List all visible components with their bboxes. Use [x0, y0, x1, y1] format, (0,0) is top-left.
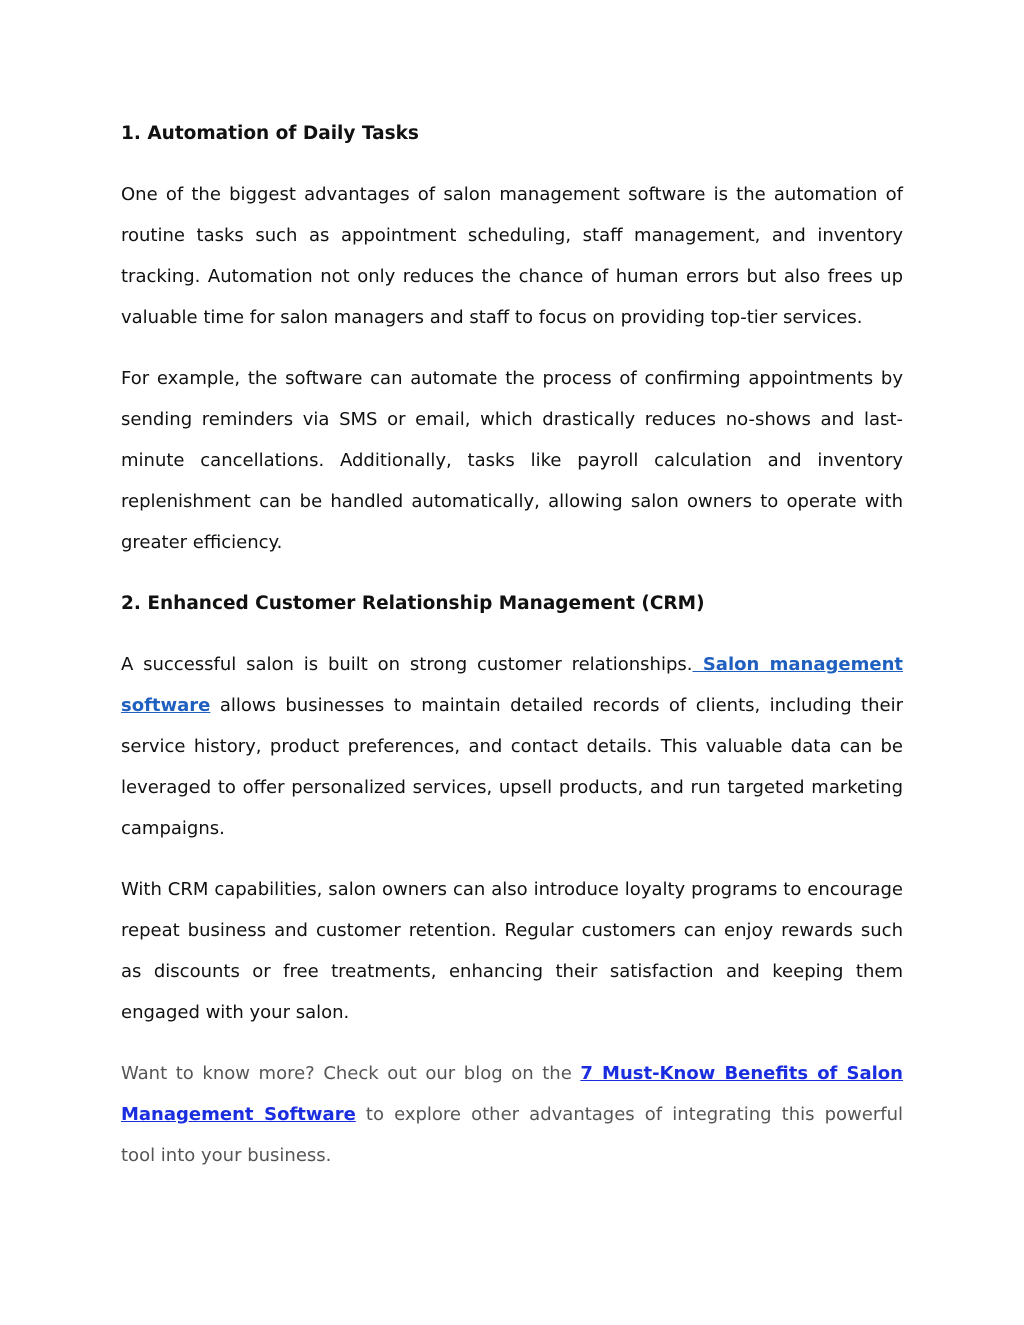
cta-text-after: to explore other advantages of integrating this powerful tool into your business. [121, 1104, 903, 1166]
paragraph-crm-loyalty: With CRM capabilities, salon owners can also introduce loyalty programs to encourage repeat business and customer retention. Regular customers can enjoy rewards such as discounts or free treatments, enhancing their satisfaction and keeping them engaged with your salon. [121, 879, 903, 1023]
paragraph-automation-intro: One of the biggest advantages of salon management software is the automation of routine tasks such as appointment scheduling, staff management, and inventory tracking. Automation not only reduces the chance of human errors but also frees up valuable time for salon managers and staff to focus on providing top-tier services. [121, 184, 903, 328]
crm-intro-text-before: A successful salon is built on strong customer relationships. [121, 654, 693, 675]
cta-text-before: Want to know more? Check out our blog on the [121, 1063, 581, 1084]
paragraph-cta [121, 1053, 903, 1176]
paragraph-crm-intro [121, 644, 903, 849]
paragraph-automation-example: For example, the software can automate the process of confirming appointments by sending reminders via SMS or email, which drastically reduces no-shows and last-minute cancellations. Additionally, tasks like payroll calculation and inventory replenishment can be handled automatically, allowing salon owners to operate with greater efficiency. [121, 368, 903, 553]
salon-management-software-link[interactable]: Salon management software [121, 654, 903, 716]
section-heading-automation: 1. Automation of Daily Tasks [121, 123, 419, 144]
section-heading-crm: 2. Enhanced Customer Relationship Management (CRM) [121, 593, 705, 614]
document-page [121, 113, 903, 1176]
benefits-blog-link[interactable]: 7 Must-Know Benefits of Salon Management Software [121, 1063, 903, 1125]
crm-intro-text-after: allows businesses to maintain detailed records of clients, including their service history, product preferences, and contact details. This valuable data can be leveraged to offer personalized services, upsell products, and run targeted marketing campaigns. [121, 695, 903, 839]
